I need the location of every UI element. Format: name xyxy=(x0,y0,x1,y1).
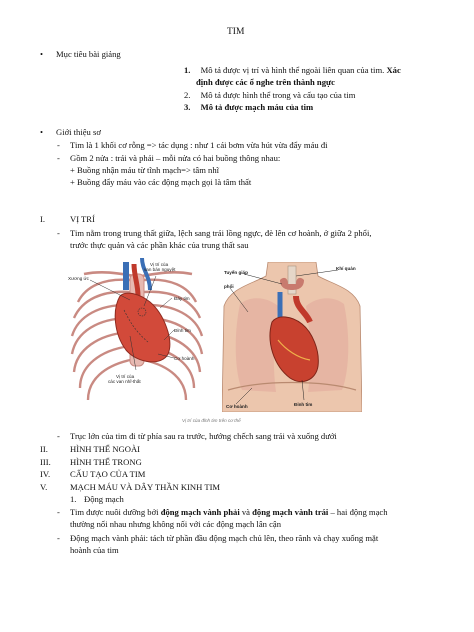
label-khi-quan: Khí quản xyxy=(336,266,356,271)
section-4-num: IV. xyxy=(40,469,51,479)
section-4-title: CẤU TẠO CỦA TIM xyxy=(70,469,146,479)
after-figure-line: Trục lớn của tim đi từ phía sau ra trước, hướng chếch sang trái và xuống dưới xyxy=(70,431,337,441)
subsection-1-num: 1. xyxy=(70,494,77,504)
p1-dash: - xyxy=(57,507,60,517)
section-5-title: MẠCH MÁU VÀ DÂY THẦN KINH TIM xyxy=(70,482,221,492)
section-1-title: VỊ TRÍ xyxy=(70,214,95,224)
section-1-num: I. xyxy=(40,214,46,224)
objective-2: 2. Mô tả được hình thể trong và cấu tạo của tim xyxy=(184,90,356,100)
p1-line-1: Tim được nuôi dưỡng bởi động mạch vành phải và động mạch vành trái – hai động mạch xyxy=(70,507,388,517)
objectives-heading: Mục tiêu bài giảng xyxy=(56,49,121,59)
section-1-line-2: trước thực quản và các phần khác của trung thất sau xyxy=(70,240,249,250)
objective-3: 3. Mô tả được mạch máu của tim xyxy=(184,102,314,112)
section-3-num: III. xyxy=(40,457,51,467)
label-dinh-tim-right: Đỉnh tim xyxy=(294,402,313,407)
intro-line-1: Tim là 1 khối cơ rỗng => tác dụng : như 1 cái bơm vừa hút vừa đẩy máu đi xyxy=(70,140,328,150)
p2-dash: - xyxy=(57,533,60,543)
label-van-ban-nguyet-2: van bán nguyệt xyxy=(144,267,176,272)
objectives-bullet: • xyxy=(40,49,44,59)
p2-line-1: Động mạch vành phải: tách từ phần đầu động mạch chủ lên, theo rãnh và chạy xuống mặt xyxy=(70,533,379,543)
section-1-line-1: Tim nằm trong trung thất giữa, lệch sang trái lồng ngực, đè lên cơ hoành, ở giữa 2 phổi, xyxy=(70,228,372,238)
objective-1-line2: định được các ổ nghe trên thành ngực xyxy=(196,77,335,87)
section-1-dash: - xyxy=(57,228,60,238)
section-3-title: HÌNH THỂ TRONG xyxy=(70,457,142,467)
section-5-num: V. xyxy=(40,482,48,492)
label-day-tim: Đáy tim xyxy=(174,296,190,301)
intro-dash-2: - xyxy=(57,153,60,163)
label-co-hoanh-right: Cơ hoành xyxy=(226,404,248,409)
p1-line-2: thường nối nhau nhưng không nối với các động mạch lân cận xyxy=(70,519,282,529)
label-van-nhi-that-1: Vị trí của xyxy=(116,374,135,379)
label-xuong-uc: Xương ức xyxy=(68,276,89,281)
label-van-nhi-that-2: các van nhĩ-thất xyxy=(108,379,141,384)
section-2-num: II. xyxy=(40,444,48,454)
after-figure-dash: - xyxy=(57,431,60,441)
label-van-ban-nguyet-1: Vị trí của xyxy=(150,262,169,267)
intro-line-4: + Buồng đẩy máu vào các động mạch gọi là tâm thất xyxy=(70,177,252,187)
p2-line-2: hoành của tim xyxy=(70,545,119,555)
intro-dash-1: - xyxy=(57,140,60,150)
page-title: TIM xyxy=(227,27,245,37)
label-dinh-tim-left: Đỉnh tim xyxy=(174,328,191,333)
figure-caption: Vị trí của đỉnh tim trên cơ thể xyxy=(182,418,241,423)
subsection-1-title: Động mạch xyxy=(84,494,124,504)
objective-1: 1. Mô tả được vị trí và hình thể ngoài liên quan của tim. Xác xyxy=(184,65,401,75)
intro-line-2: Gồm 2 nửa : trái và phải – mỗi nửa có hai buồng thông nhau: xyxy=(70,153,281,163)
ribcage-figure xyxy=(64,250,212,415)
intro-line-3: + Buồng nhận máu từ tĩnh mạch=> tâm nhĩ xyxy=(70,165,220,175)
intro-heading: Giới thiệu sơ xyxy=(56,127,101,137)
torso-figure xyxy=(222,262,362,412)
label-phoi: phổi xyxy=(224,284,234,289)
label-tuyen-giap: Tuyến giáp xyxy=(224,270,248,275)
intro-bullet: • xyxy=(40,127,44,137)
label-co-hoanh-left: Cơ hoành xyxy=(174,356,195,361)
section-2-title: HÌNH THỂ NGOÀI xyxy=(70,444,141,454)
